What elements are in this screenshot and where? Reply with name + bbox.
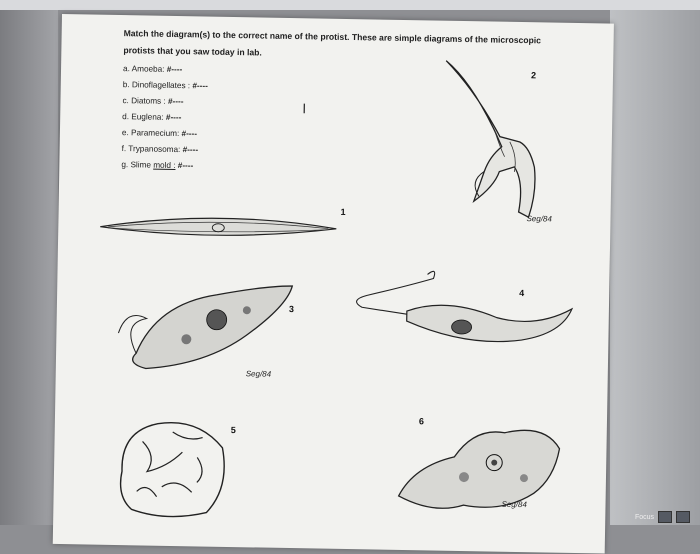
document-page	[53, 14, 614, 554]
figure-4-number: 4	[519, 288, 525, 299]
figure-6-number: 6	[418, 416, 425, 427]
answer-slime-mold[interactable]: g. Slime mold : #----	[121, 160, 194, 171]
figure-3-number: 3	[288, 304, 294, 315]
app-icon[interactable]	[658, 511, 672, 523]
answer-list	[121, 61, 208, 174]
figure-6-amoeba	[393, 416, 565, 519]
figure-2-dinoflagellate	[438, 61, 561, 223]
figure-4-trypanosoma	[346, 265, 578, 359]
taskbar	[635, 511, 690, 523]
text-cursor-icon: I	[302, 100, 307, 117]
figure-1-number: 1	[340, 206, 346, 217]
figure-3-euglena	[116, 263, 298, 379]
figure-5-number: 5	[230, 425, 236, 436]
answer-diatoms[interactable]: c. Diatoms : #----	[122, 96, 184, 107]
answer-trypanosoma[interactable]: f. Trypanosoma: #----	[121, 144, 199, 155]
instructions-text: Match the diagram(s) to the correct name of the protist. These are simple diagrams of the microscopic protists that you saw today in lab.	[123, 28, 542, 58]
focus-label[interactable]: Focus	[634, 513, 654, 521]
answer-amoeba[interactable]: a. Amoeba: #----	[122, 64, 183, 75]
figure-2-number: 2	[530, 70, 537, 81]
right-margin	[610, 10, 700, 525]
figure-6-signature: Seg/84	[501, 499, 527, 510]
left-margin	[0, 10, 58, 525]
figure-5-slime-mold	[111, 411, 233, 523]
answer-paramecium[interactable]: e. Paramecium: #----	[121, 128, 198, 139]
figure-3-signature: Seg/84	[245, 369, 272, 379]
app-icon[interactable]	[676, 511, 690, 523]
figure-1-diatom	[98, 211, 338, 245]
browser-top-bar	[0, 0, 700, 10]
figure-2-signature: Seg/84	[526, 214, 552, 224]
answer-dinoflagellates[interactable]: b. Dinoflagellates : #----	[122, 80, 208, 91]
answer-euglena[interactable]: d. Euglena: #----	[122, 112, 182, 123]
